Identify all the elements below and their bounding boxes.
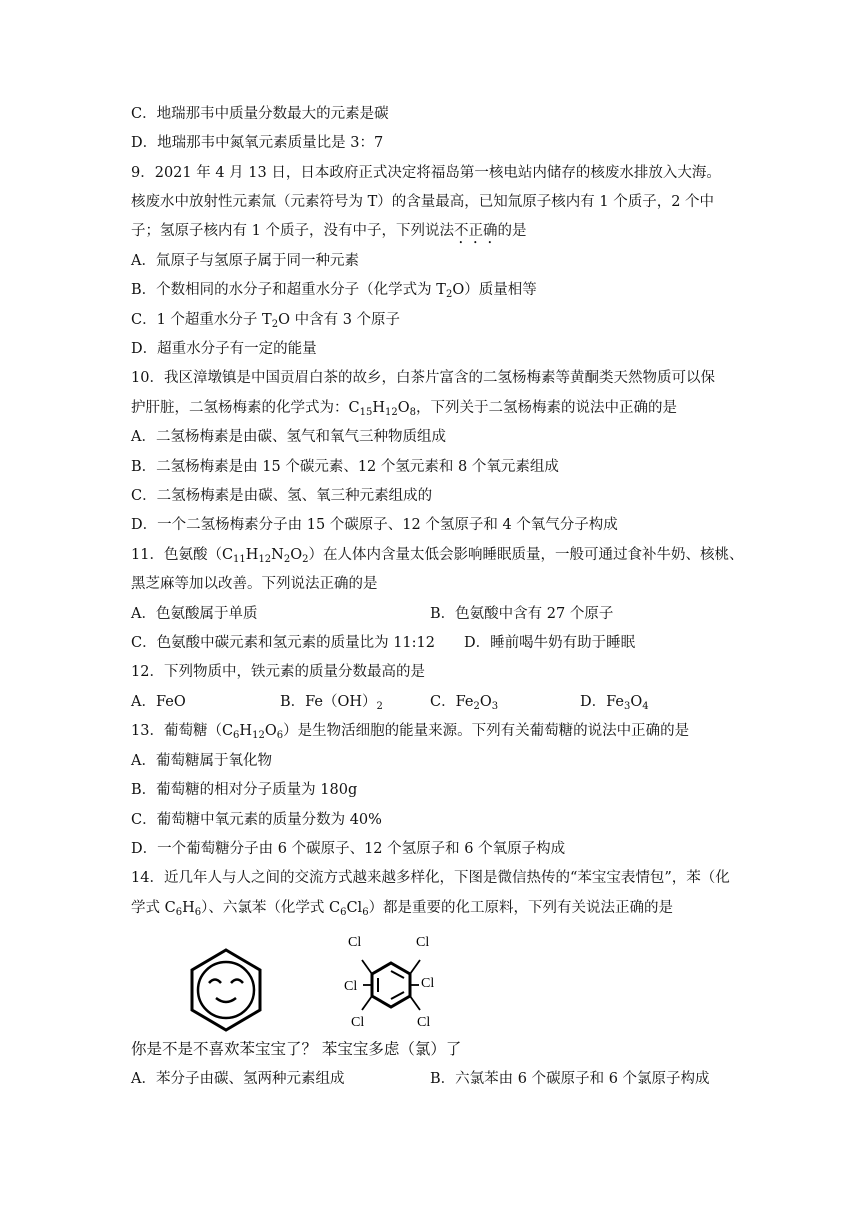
q13-option-d: D．一个葡萄糖分子由 6 个碳原子、12 个氢原子和 6 个氧原子构成: [131, 841, 566, 857]
cl-label-bottom-right: Cl: [417, 1015, 431, 1030]
cl-label-bottom-left: Cl: [351, 1015, 365, 1030]
q13-option-c: C．葡萄糖中氧元素的质量分数为 40%: [131, 812, 382, 828]
q9-stem-line3: 子；氢原子核内有 1 个质子，没有中子，下列说法不正确的是: [131, 223, 527, 239]
q10-option-d: D．一个二氢杨梅素分子由 15 个碳原子、12 个氢原子和 4 个氧气分子构成: [131, 517, 618, 533]
emphasis-not-correct: 不正确: [453, 223, 498, 239]
q11-stem-line1: 11．色氨酸$(C_{11}H_{12}N_2O_2)$在人体内含量太低会影响睡眠质量，一般可通过食补牛奶、核桃、: [131, 547, 744, 565]
q9-stem-line2: 核废水中放射性元素氚（元素符号为 T）的含量最高，已知氚原子核内有 1 个质子，2 个中: [131, 194, 715, 210]
q13-option-a: A．葡萄糖属于氧化物: [131, 753, 272, 769]
q9-option-b: B．个数相同的水分子和超重水分子（化学式为 $T_2O$）质量相等: [131, 282, 537, 300]
q10-stem-line1: 10．我区漳墩镇是中国贡眉白茶的故乡，白茶片富含的二氢杨梅素等黄酮类天然物质可以保: [131, 370, 715, 386]
q14-option-b: B．六氯苯由 6 个碳原子和 6 个氯原子构成: [430, 1071, 710, 1087]
q12-option-c: C．$Fe_2O_3$: [430, 694, 499, 712]
q12-option-b: B．$Fe(OH)_2$: [280, 694, 383, 712]
q10-option-b: B．二氢杨梅素是由 15 个碳元素、12 个氢元素和 8 个氧元素组成: [131, 459, 559, 475]
cl-label-top-left: Cl: [348, 935, 362, 950]
q8-option-c: C．地瑞那韦中质量分数最大的元素是碳: [131, 106, 389, 122]
q11-option-a: A．色氨酸属于单质: [131, 606, 258, 622]
benzene-face-icon: [192, 950, 260, 1030]
q8-option-d: D．地瑞那韦中氮氧元素质量比是 3：7: [131, 135, 384, 151]
hexachlorobenzene-structure-icon: [344, 935, 434, 1030]
q11-option-b: B．色氨酸中含有 27 个原子: [430, 606, 614, 622]
q11-option-d: D．睡前喝牛奶有助于睡眠: [464, 635, 636, 651]
q9-stem-line1: 9．2021 年 4 月 13 日，日本政府正式决定将福岛第一核电站内储存的核废水排放入大海。: [131, 165, 721, 181]
q12-option-d: D．$Fe_3O_4$: [580, 694, 649, 712]
q14-stem-line2: 学式 $C_6H_6$）、六氯苯（化学式 $C_6Cl_6$）都是重要的化工原料，下列有关说法正确的是: [131, 900, 674, 918]
q9-option-d: D．超重水分子有一定的能量: [131, 341, 317, 357]
q9-option-c: C．1 个超重水分子 $T_2O$ 中含有 3 个原子: [131, 312, 401, 330]
cl-label-right: Cl: [421, 976, 435, 991]
q11-stem-line2: 黑芝麻等加以改善。下列说法正确的是: [131, 576, 378, 592]
q11-option-c: C．色氨酸中碳元素和氢元素的质量比为 11:12: [131, 635, 435, 651]
q14-stem-line1: 14．近几年人与人之间的交流方式越来越多样化，下图是微信热传的“苯宝宝表情包”，苯（化: [131, 870, 730, 886]
q13-option-b: B．葡萄糖的相对分子质量为 180g: [131, 782, 358, 798]
q9-option-a: A．氚原子与氢原子属于同一种元素: [131, 253, 359, 269]
q10-stem-line2: 护肝脏，二氢杨梅素的化学式为：$C_{15}H_{12}O_8$，下列关于二氢杨梅素的说法中正确的是: [131, 400, 677, 418]
cl-label-top-right: Cl: [416, 935, 430, 950]
figure-caption: 你是不是不喜欢苯宝宝了？ 苯宝宝多虑（氯）了: [131, 1040, 462, 1058]
q12-stem: 12．下列物质中，铁元素的质量分数最高的是: [131, 664, 425, 680]
q13-stem: 13．葡萄糖$(C_6H_{12}O_6)$是生物活细胞的能量来源。下列有关葡萄糖的说法中正确的是: [131, 723, 690, 741]
q14-option-a: A．苯分子由碳、氢两种元素组成: [131, 1071, 345, 1087]
q10-option-a: A．二氢杨梅素是由碳、氢气和氧气三种物质组成: [131, 429, 446, 445]
q12-option-a: A．FeO: [131, 694, 186, 710]
cl-label-left: Cl: [344, 979, 358, 994]
q10-option-c: C．二氢杨梅素是由碳、氢、氧三种元素组成的: [131, 488, 433, 504]
